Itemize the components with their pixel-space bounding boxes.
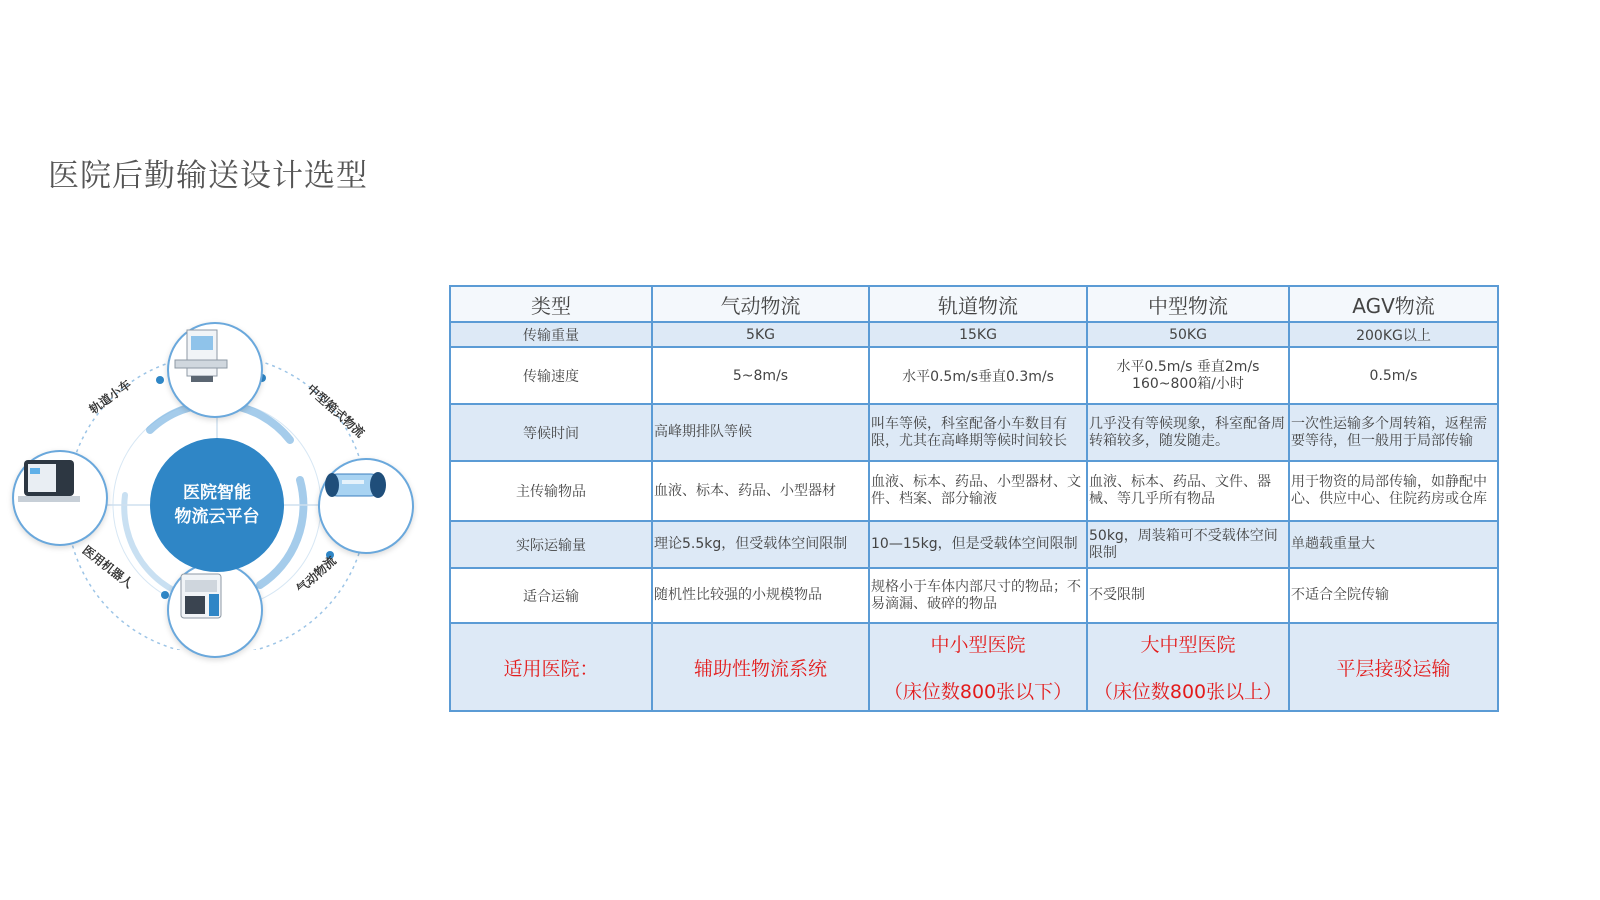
- table-cell: 50KG: [1087, 322, 1289, 347]
- table-row: [450, 521, 1498, 568]
- table-cell: 单趟载重量大: [1289, 521, 1498, 568]
- header-rail: 轨道物流: [869, 286, 1087, 322]
- table-cell: 血液、标本、药品、小型器材、文件、档案、部分输液: [869, 461, 1087, 521]
- rail-station-node: [167, 322, 263, 418]
- table-cell: 5KG: [652, 322, 869, 347]
- applicable-pneumatic: 辅助性物流系统: [652, 623, 869, 711]
- table-cell: 高峰期排队等候: [652, 404, 869, 461]
- slide-title: 医院后勤输送设计选型: [48, 158, 368, 194]
- table-cell: 不适合全院传输: [1289, 568, 1498, 623]
- label-robot: 医用机器人: [79, 542, 136, 591]
- table-cell: 一次性运输多个周转箱，返程需要等待，但一般用于局部传输: [1289, 404, 1498, 461]
- hub-line-1: 医院智能: [183, 483, 251, 503]
- header-agv: AGV物流: [1289, 286, 1498, 322]
- applicable-mid: [1087, 623, 1289, 711]
- label-rail-car: 轨道小车: [86, 377, 134, 417]
- hub-line-2: 物流云平台: [174, 507, 260, 527]
- table-row: [450, 322, 1498, 347]
- row-label: 适合运输: [450, 568, 652, 623]
- table-cell: 50kg，周装箱可不受载体空间限制: [1087, 521, 1289, 568]
- table-cell: 随机性比较强的小规模物品: [652, 568, 869, 623]
- applicable-rail-line1: 中小型医院: [930, 634, 1026, 656]
- applicable-rail: [869, 623, 1087, 711]
- platform-hub: [150, 438, 284, 572]
- header-pneumatic: 气动物流: [652, 286, 869, 322]
- table-cell: 15KG: [869, 322, 1087, 347]
- label-mid-box: 中型箱式物流: [304, 381, 368, 441]
- table-cell: 几乎没有等候现象，科室配备周转箱较多，随发随走。: [1087, 404, 1289, 461]
- table-row: [450, 404, 1498, 461]
- applicable-rail-line2: （床位数800张以下）: [883, 681, 1073, 703]
- medical-robot-icon: [169, 564, 233, 628]
- transport-comparison-table: [449, 285, 1499, 712]
- table-cell: 200KG以上: [1289, 322, 1498, 347]
- header-type: 类型: [450, 286, 652, 322]
- applicable-mid-line2: （床位数800张以上）: [1093, 681, 1283, 703]
- table-cell: 血液、标本、药品、小型器材: [652, 461, 869, 521]
- table-row: [450, 347, 1498, 404]
- table-cell: 不受限制: [1087, 568, 1289, 623]
- table-cell: 水平0.5m/s垂直0.3m/s: [869, 347, 1087, 404]
- table-cell: 水平0.5m/s 垂直2m/s 160~800箱/小时: [1087, 347, 1289, 404]
- row-label: 传输速度: [450, 347, 652, 404]
- table-cell: 理论5.5kg，但受载体空间限制: [652, 521, 869, 568]
- applicable-agv: 平层接驳运输: [1289, 623, 1498, 711]
- applicable-mid-line1: 大中型医院: [1140, 634, 1236, 656]
- applicable-label: 适用医院：: [450, 623, 652, 711]
- pneumatic-carrier-icon: [320, 460, 392, 510]
- pneumatic-tube-node: [318, 458, 414, 554]
- rail-station-icon: [169, 324, 233, 388]
- table-cell: 用于物资的局部传输，如静配中心、供应中心、住院药房或仓库: [1289, 461, 1498, 521]
- row-label: 主传输物品: [450, 461, 652, 521]
- header-mid: 中型物流: [1087, 286, 1289, 322]
- label-pneumatic: 气动物流: [293, 553, 339, 597]
- table-cell: 血液、标本、药品、文件、器械、等几乎所有物品: [1087, 461, 1289, 521]
- table-row: [450, 568, 1498, 623]
- medical-robot-node: [167, 562, 263, 658]
- table-header-row: [450, 286, 1498, 322]
- rail-car-node: [12, 450, 108, 546]
- rail-car-icon: [14, 452, 84, 508]
- table-cell: 规格小于车体内部尺寸的物品；不易滴漏、破碎的物品: [869, 568, 1087, 623]
- row-label: 等候时间: [450, 404, 652, 461]
- table-cell: 10—15kg，但是受载体空间限制: [869, 521, 1087, 568]
- table-cell: 5~8m/s: [652, 347, 869, 404]
- row-label: 传输重量: [450, 322, 652, 347]
- table-cell: 叫车等候，科室配备小车数目有限，尤其在高峰期等候时间较长: [869, 404, 1087, 461]
- row-label: 实际运输量: [450, 521, 652, 568]
- applicable-hospital-row: [450, 623, 1498, 711]
- table-row: [450, 461, 1498, 521]
- table-cell: 0.5m/s: [1289, 347, 1498, 404]
- logistics-platform-diagram: [0, 320, 440, 650]
